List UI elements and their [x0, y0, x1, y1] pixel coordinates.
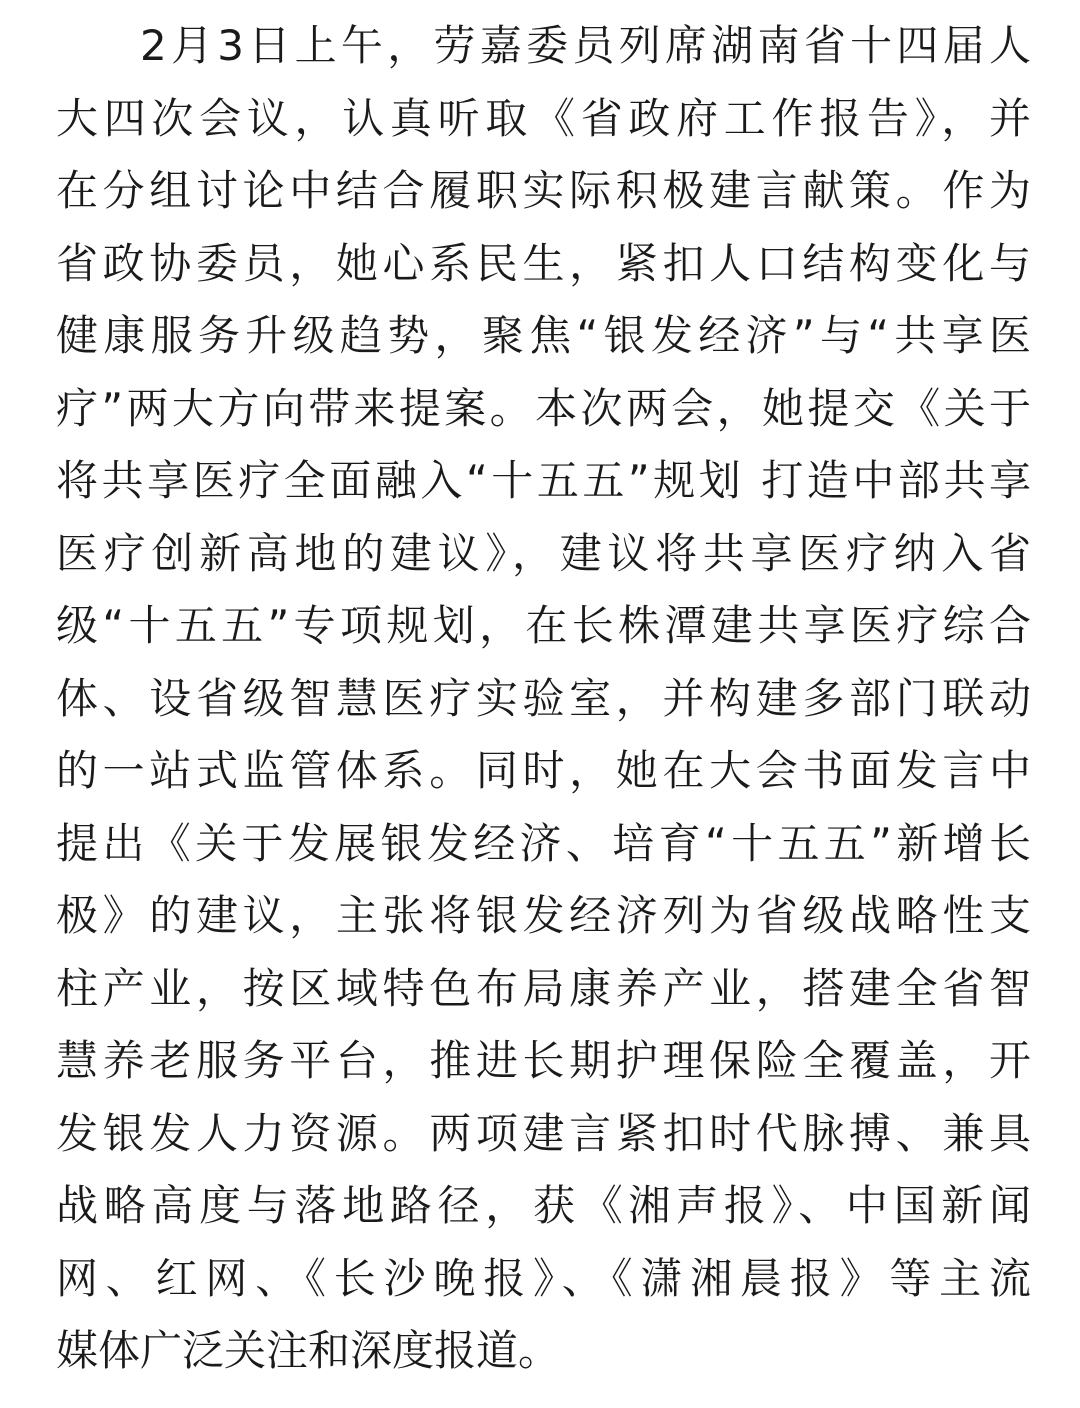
paragraph-line: 极》的建议，主张将银发经济列为省级战略性支 — [56, 891, 1031, 940]
paragraph-line: 将共享医疗全面融入“十五五”规划 打造中部共享 — [56, 456, 1031, 505]
paragraph-line: 医疗创新高地的建议》，建议将共享医疗纳入省 — [56, 528, 1031, 578]
paragraph-line: 大四次会议，认真听取《省政府工作报告》，并 — [56, 93, 1031, 143]
paragraph-line: 省政协委员，她心系民生，紧扣人口结构变化与 — [56, 238, 1031, 288]
paragraph-line: 柱产业，按区域特色布局康养产业，搭建全省智 — [56, 963, 1031, 1013]
paragraph-line: 媒体广泛关注和深度报道。 — [56, 1326, 561, 1375]
paragraph-line: 2月3日上午，劳嘉委员列席湖南省十四届人 — [140, 21, 1031, 70]
paragraph-line: 慧养老服务平台，推进长期护理保险全覆盖，开 — [56, 1036, 1031, 1085]
paragraph-line: 健康服务升级趋势，聚焦“银发经济”与“共享医 — [56, 311, 1031, 360]
paragraph-line: 战略高度与落地路径，获《湘声报》、中国新闻 — [56, 1181, 1031, 1230]
paragraph-line: 在分组讨论中结合履职实际积极建言献策。作为 — [56, 166, 1031, 215]
paragraph-line: 级“十五五”专项规划，在长株潭建共享医疗综合 — [56, 601, 1031, 650]
paragraph-line: 的一站式监管体系。同时，她在大会书面发言中 — [56, 746, 1031, 795]
paragraph-line: 体、设省级智慧医疗实验室，并构建多部门联动 — [56, 673, 1031, 723]
article-body — [56, 10, 1031, 1388]
paragraph-line: 提出《关于发展银发经济、培育“十五五”新增长 — [56, 818, 1031, 868]
paragraph-line: 疗”两大方向带来提案。本次两会，她提交《关于 — [56, 383, 1031, 433]
paragraph-line: 网、红网、《长沙晚报》、《潇湘晨报》等主流 — [56, 1253, 1031, 1303]
paragraph-line: 发银发人力资源。两项建言紧扣时代脉搏、兼具 — [56, 1108, 1031, 1158]
